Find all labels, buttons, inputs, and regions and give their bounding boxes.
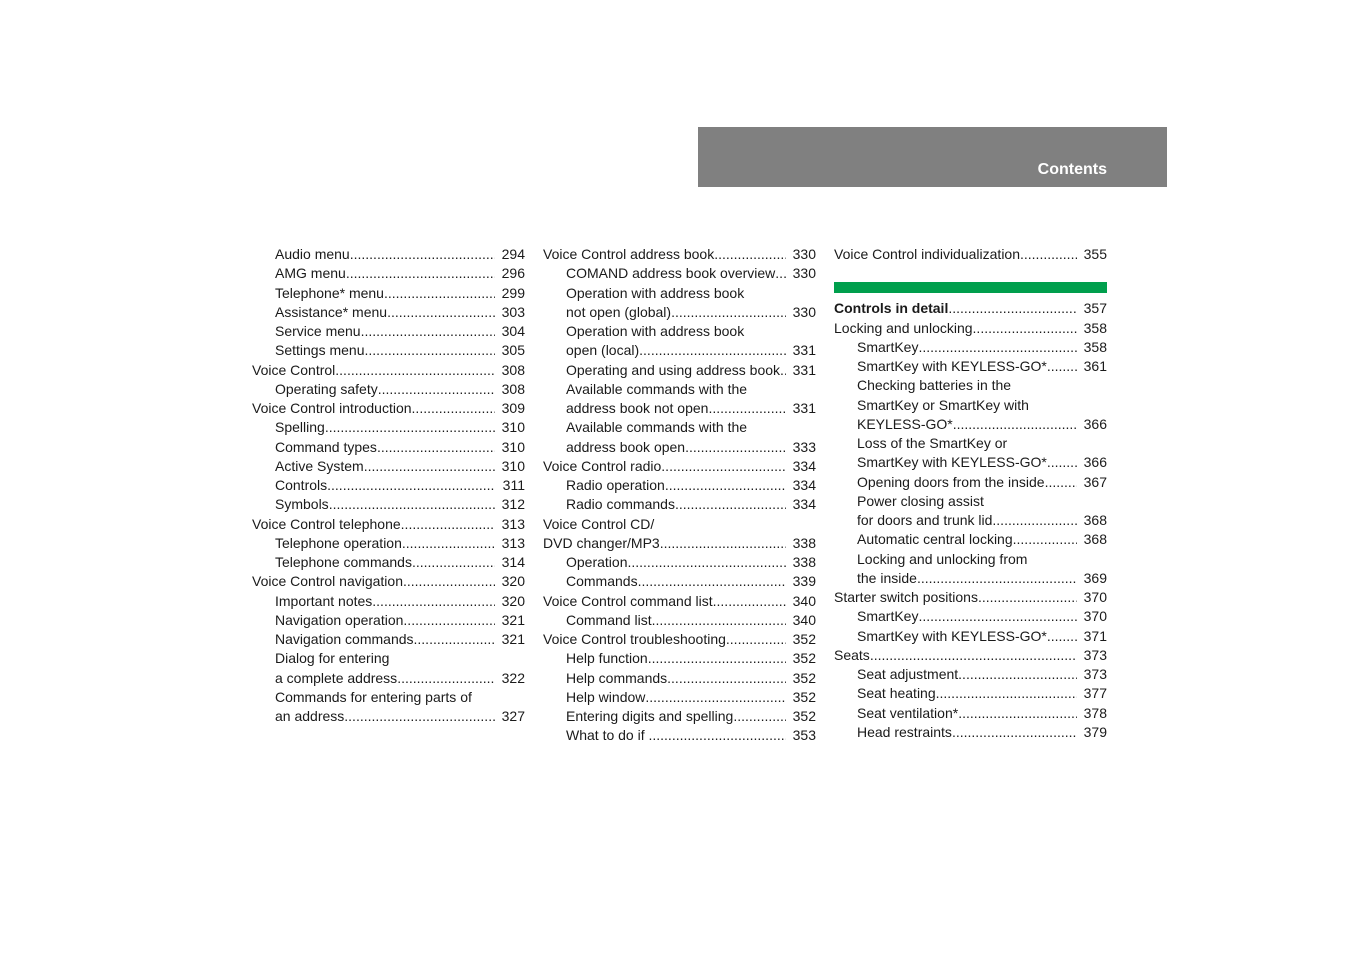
toc-entry [543, 380, 816, 399]
toc-entry-page: 357 [1083, 300, 1107, 317]
toc-entry[interactable] [252, 495, 525, 514]
toc-entry[interactable] [543, 688, 816, 707]
page-title: Contents [1037, 161, 1107, 178]
toc-entry-page: 320 [501, 592, 525, 609]
toc-entry-title: Telephone operation [275, 534, 402, 551]
toc-entry[interactable] [252, 457, 525, 476]
toc-entry-page: 339 [792, 573, 816, 590]
toc-entry[interactable] [252, 399, 525, 418]
leader-dots [335, 361, 495, 380]
toc-entry[interactable] [252, 322, 525, 341]
leader-dots [350, 245, 495, 264]
toc-entry[interactable] [252, 438, 525, 457]
toc-entry-title: Voice Control navigation [252, 573, 403, 590]
leader-dots [384, 284, 495, 303]
leader-dots [346, 264, 495, 283]
section-divider-bar [834, 282, 1107, 293]
toc-entry-title: Seat heating [857, 685, 936, 702]
toc-entry-title: Voice Control address book [543, 246, 715, 262]
leader-dots [660, 726, 786, 745]
toc-entry[interactable] [834, 319, 1107, 338]
toc-entry-title: Power closing assist [857, 492, 984, 509]
toc-entry-title: Help function [566, 650, 648, 667]
toc-entry-page: 308 [501, 380, 525, 397]
toc-entry-page: 330 [792, 246, 816, 262]
toc-entry[interactable] [834, 646, 1107, 665]
leader-dots [714, 245, 786, 264]
leader-dots [667, 669, 786, 688]
leader-dots [917, 569, 1077, 588]
toc-entry-page: 377 [1083, 685, 1107, 702]
toc-entry[interactable] [252, 303, 525, 322]
toc-entry[interactable] [543, 476, 816, 495]
toc-entry-title: Available commands with the [566, 380, 748, 397]
toc-entry[interactable] [543, 669, 816, 688]
toc-entry-page: 358 [1083, 319, 1107, 336]
leader-dots [660, 534, 786, 553]
toc-entry-title: What to do if ... [566, 727, 661, 744]
toc-entry[interactable] [543, 553, 816, 572]
toc-entry[interactable] [252, 572, 525, 591]
toc-entry-title: not open (global) [566, 303, 672, 320]
toc-entry-title: Radio operation [566, 477, 665, 493]
toc-entry-title: an address [275, 708, 345, 724]
toc-entry-title: Voice Control CD/ [543, 515, 655, 532]
toc-entry[interactable] [834, 357, 1107, 376]
leader-dots [726, 630, 786, 649]
toc-entry[interactable] [252, 534, 525, 553]
leader-dots [403, 611, 495, 630]
toc-entry-title: Voice Control introduction [252, 400, 412, 416]
toc-entry-title: Voice Control [252, 361, 336, 378]
toc-entry-page: 340 [792, 592, 816, 609]
toc-entry-page: 303 [501, 303, 525, 320]
toc-entry-page: 352 [792, 631, 816, 647]
toc-entry-page: 353 [792, 727, 816, 744]
toc-entry[interactable] [834, 453, 1107, 472]
toc-entry[interactable] [543, 649, 816, 668]
toc-entry-title: DVD changer/MP3 [543, 534, 660, 551]
toc-entry-page: 370 [1083, 589, 1107, 605]
leader-dots [364, 457, 495, 476]
toc-entry[interactable] [543, 303, 816, 322]
toc-entry-page: 370 [1083, 608, 1107, 625]
toc-entry-page: 299 [501, 284, 525, 301]
toc-entry-title: Important notes [275, 592, 373, 609]
toc-entry[interactable] [834, 338, 1107, 357]
leader-dots [936, 684, 1077, 703]
toc-entry-title: Operation [566, 554, 628, 570]
toc-entry-page: 310 [501, 419, 525, 436]
toc-entry-title: SmartKey with KEYLESS-GO* [857, 627, 1047, 644]
toc-entry-page: 331 [792, 361, 816, 378]
toc-column-3 [834, 245, 1107, 742]
toc-entry-page: 338 [792, 554, 816, 570]
toc-entry-page: 373 [1083, 646, 1107, 663]
leader-dots [648, 649, 786, 668]
toc-entry-title: Assistance* menu [275, 303, 388, 320]
toc-entry-page: 296 [501, 265, 525, 282]
leader-dots [372, 592, 495, 611]
toc-entry-title: Seat ventilation* [857, 704, 959, 721]
toc-entry[interactable] [252, 361, 525, 380]
toc-entry[interactable] [543, 534, 816, 553]
toc-entry-page: 331 [792, 342, 816, 359]
toc-entry-title: Help commands [566, 669, 668, 686]
toc-entry-page: 371 [1083, 627, 1107, 644]
leader-dots [958, 665, 1077, 684]
toc-entry-title: Entering digits and spelling [566, 708, 734, 724]
toc-entry[interactable] [543, 592, 816, 611]
toc-entry-title: for doors and trunk lid [857, 512, 993, 528]
leader-dots [652, 611, 786, 630]
leader-dots [978, 588, 1077, 607]
toc-entry[interactable] [543, 361, 816, 380]
leader-dots [1020, 245, 1077, 264]
leader-dots [412, 399, 495, 418]
toc-entry-title: Settings menu [275, 342, 365, 359]
toc-entry-page: 311 [502, 477, 525, 493]
leader-dots [329, 495, 495, 514]
leader-dots [1047, 357, 1077, 376]
leader-dots [1013, 530, 1077, 549]
leader-dots [638, 572, 786, 591]
toc-entry-page: 378 [1083, 704, 1107, 721]
toc-entry-title: COMAND address book overview [566, 265, 776, 282]
toc-column-1 [252, 245, 525, 726]
toc-entry[interactable] [834, 569, 1107, 588]
toc-entry-title: Spelling [275, 419, 325, 436]
leader-dots [402, 534, 495, 553]
toc-entry-title: SmartKey with KEYLESS-GO* [857, 454, 1047, 471]
toc-column-2 [543, 245, 816, 746]
toc-entry-title: Navigation commands [275, 631, 414, 647]
leader-dots [665, 476, 786, 495]
toc-entry-title: Seats [834, 646, 870, 663]
toc-entry[interactable] [252, 418, 525, 437]
leader-dots [377, 438, 495, 457]
toc-entry-title: SmartKey with KEYLESS-GO* [857, 358, 1047, 374]
leader-dots [661, 457, 786, 476]
toc-entry-page: 361 [1083, 358, 1107, 374]
toc-entry[interactable] [834, 607, 1107, 626]
toc-entry-title: Radio commands [566, 496, 675, 513]
toc-entry-title: Audio menu [275, 246, 350, 262]
toc-entry [252, 649, 525, 668]
toc-entry-title: Head restraints [857, 723, 952, 740]
toc-entry-title: AMG menu [275, 265, 346, 282]
toc-entry[interactable] [834, 665, 1107, 684]
toc-entry-title: Available commands with the [566, 419, 748, 436]
toc-entry-title: the inside [857, 569, 917, 586]
toc-entry-title: SmartKey or SmartKey with [857, 396, 1029, 413]
header-bar [698, 127, 1167, 187]
toc-entry[interactable] [543, 245, 816, 264]
toc-entry-title: Command list [566, 611, 652, 628]
toc-entry-page: 321 [501, 611, 525, 628]
toc-entry-title: Dialog for entering [275, 650, 390, 667]
toc-entry-page: 334 [792, 496, 816, 513]
toc-entry [543, 418, 816, 437]
leader-dots [780, 361, 786, 380]
toc-entry[interactable] [834, 473, 1107, 492]
toc-entry[interactable] [252, 669, 525, 688]
leader-dots [1047, 627, 1077, 646]
leader-dots [325, 418, 495, 437]
toc-entry[interactable] [543, 572, 816, 591]
toc-entry[interactable] [543, 399, 816, 418]
leader-dots [992, 511, 1077, 530]
toc-entry [834, 434, 1107, 453]
toc-entry-title: Operation with address book [566, 323, 745, 339]
toc-entry[interactable] [834, 588, 1107, 607]
toc-entry-page: 338 [792, 534, 816, 551]
toc-entry-page: 321 [501, 631, 525, 647]
toc-entry-page: 304 [501, 323, 525, 339]
toc-entry [252, 688, 525, 707]
leader-dots [948, 299, 1077, 318]
toc-entry[interactable] [543, 457, 816, 476]
toc-entry[interactable] [252, 707, 525, 726]
toc-entry-page: 340 [792, 611, 816, 628]
toc-entry-title: KEYLESS-GO* [857, 415, 953, 432]
toc-entry [834, 550, 1107, 569]
toc-entry-page: 355 [1083, 246, 1107, 262]
toc-entry[interactable] [834, 511, 1107, 530]
leader-dots [1047, 453, 1077, 472]
toc-entry[interactable] [834, 530, 1107, 549]
toc-entry[interactable] [543, 264, 816, 283]
toc-entry-title: Loss of the SmartKey or [857, 435, 1008, 451]
toc-entry[interactable] [252, 592, 525, 611]
toc-entry-page: 366 [1083, 415, 1107, 432]
toc-entry-page: 352 [792, 688, 816, 705]
toc-entry-page: 330 [792, 265, 816, 282]
toc-entry[interactable] [252, 476, 525, 495]
toc-entry[interactable] [834, 415, 1107, 434]
toc-entry[interactable] [252, 630, 525, 649]
toc-entry-page: 358 [1083, 338, 1107, 355]
toc-entry-title: Commands [566, 573, 638, 590]
toc-entry-title: Symbols [275, 496, 329, 513]
toc-entry[interactable] [252, 380, 525, 399]
leader-dots [685, 438, 786, 457]
leader-dots [397, 669, 495, 688]
toc-entry-title: Commands for entering parts of [275, 688, 472, 705]
toc-entry-page: 322 [501, 669, 525, 686]
toc-entry-page: 333 [792, 438, 816, 455]
toc-entry-title: Starter switch positions [834, 589, 978, 605]
toc-entry-page: 310 [501, 438, 525, 455]
toc-entry-title: SmartKey [857, 338, 919, 355]
toc-entry-title: Telephone* menu [275, 284, 384, 301]
toc-entry-page: 352 [792, 708, 816, 724]
leader-dots [671, 303, 786, 322]
toc-entry[interactable] [834, 723, 1107, 742]
toc-entry-title: Controls in detail [834, 300, 949, 317]
toc-entry-page: 305 [501, 342, 525, 359]
toc-entry[interactable] [543, 341, 816, 360]
toc-entry-title: SmartKey [857, 608, 919, 625]
toc-entry-title: address book not open [566, 400, 709, 416]
toc-entry-title: Locking and unlocking from [857, 550, 1028, 567]
toc-entry [543, 284, 816, 303]
leader-dots [414, 630, 495, 649]
leader-dots [365, 341, 496, 360]
toc-entry-title: Controls [275, 477, 328, 493]
toc-entry-title: address book open [566, 438, 686, 455]
leader-dots [675, 495, 786, 514]
toc-entry-title: Locking and unlocking [834, 319, 973, 336]
leader-dots [953, 415, 1077, 434]
toc-entry-title: Telephone commands [275, 554, 412, 570]
toc-entry[interactable] [834, 684, 1107, 703]
toc-entry-page: 313 [501, 515, 525, 532]
toc-entry[interactable] [834, 704, 1107, 723]
toc-entry-title: a complete address [275, 669, 398, 686]
toc-entry-page: 373 [1083, 666, 1107, 682]
leader-dots [361, 322, 495, 341]
leader-dots [958, 704, 1077, 723]
toc-entry[interactable] [252, 245, 525, 264]
toc-entry[interactable] [252, 515, 525, 534]
leader-dots [401, 515, 495, 534]
toc-entry-title: Voice Control troubleshooting [543, 631, 726, 647]
toc-entry-title: Automatic central locking [857, 531, 1013, 548]
toc-entry [543, 322, 816, 341]
toc-entry [543, 515, 816, 534]
toc-entry[interactable] [834, 627, 1107, 646]
leader-dots [713, 592, 786, 611]
leader-dots [733, 707, 786, 726]
toc-entry-page: 352 [792, 650, 816, 667]
leader-dots [378, 380, 495, 399]
toc-entry-title: Operation with address book [566, 284, 745, 301]
leader-dots [952, 723, 1077, 742]
toc-entry-page: 320 [501, 573, 525, 590]
toc-entry[interactable] [252, 264, 525, 283]
toc-entry[interactable] [543, 726, 816, 745]
toc-entry-title: Active System [275, 457, 364, 474]
toc-entry[interactable] [252, 553, 525, 572]
toc-entry-title: Service menu [275, 323, 361, 339]
toc-entry-title: Voice Control radio [543, 457, 662, 474]
leader-dots [870, 646, 1077, 665]
toc-entry [834, 492, 1107, 511]
toc-entry[interactable] [252, 341, 525, 360]
leader-dots [918, 338, 1077, 357]
toc-entry-page: 367 [1083, 473, 1107, 490]
toc-entry[interactable] [543, 707, 816, 726]
toc-entry-page: 352 [792, 669, 816, 686]
leader-dots [645, 688, 786, 707]
toc-entry[interactable] [252, 284, 525, 303]
toc-entry-page: 312 [501, 496, 525, 513]
leader-dots [327, 476, 495, 495]
toc-entry-title: Seat adjustment [857, 666, 959, 682]
toc-entry [834, 376, 1107, 395]
toc-entry-title: Help window [566, 688, 646, 705]
toc-entry[interactable] [834, 299, 1107, 318]
toc-entry-page: 294 [501, 246, 525, 262]
toc-entry [834, 396, 1107, 415]
toc-entry-title: Command types [275, 438, 377, 455]
toc-entry-title: Voice Control telephone [252, 515, 401, 532]
toc-entry-page: 314 [501, 554, 525, 570]
leader-dots [639, 341, 786, 360]
toc-entry-page: 331 [792, 400, 816, 416]
toc-entry[interactable] [543, 495, 816, 514]
toc-entry-page: 327 [501, 708, 525, 724]
toc-entry-page: 309 [501, 400, 525, 416]
toc-entry-title: Checking batteries in the [857, 377, 1012, 394]
toc-entry[interactable] [543, 611, 816, 630]
toc-entry-page: 334 [792, 477, 816, 493]
toc-entry[interactable] [543, 630, 816, 649]
toc-entry-page: 369 [1083, 569, 1107, 586]
toc-entry[interactable] [252, 611, 525, 630]
toc-entry-title: Operating safety [275, 380, 378, 397]
toc-entry-title: Opening doors from the inside [857, 473, 1045, 490]
toc-entry-page: 366 [1083, 454, 1107, 471]
toc-entry-title: Navigation operation [275, 611, 404, 628]
toc-entry-title: open (local) [566, 342, 640, 359]
leader-dots [627, 553, 786, 572]
toc-entry[interactable] [543, 438, 816, 457]
leader-dots [973, 319, 1077, 338]
leader-dots [344, 707, 495, 726]
toc-entry-page: 379 [1083, 723, 1107, 740]
toc-entry-page: 313 [501, 534, 525, 551]
toc-entry-page: 310 [501, 457, 525, 474]
toc-entry-title: Voice Control individualization [834, 246, 1020, 262]
leader-dots [918, 607, 1077, 626]
leader-dots [1045, 473, 1077, 492]
toc-entry-page: 368 [1083, 531, 1107, 548]
toc-entry-page: 334 [792, 457, 816, 474]
leader-dots [387, 303, 495, 322]
toc-entry-page: 368 [1083, 512, 1107, 528]
toc-entry-page: 330 [792, 303, 816, 320]
leader-dots [775, 264, 786, 283]
toc-entry[interactable] [834, 245, 1107, 264]
toc-entry-page: 308 [501, 361, 525, 378]
leader-dots [412, 553, 495, 572]
leader-dots [708, 399, 786, 418]
toc-entry-title: Voice Control command list [543, 592, 713, 609]
toc-entry-title: Operating and using address book [566, 361, 781, 378]
leader-dots [403, 572, 495, 591]
